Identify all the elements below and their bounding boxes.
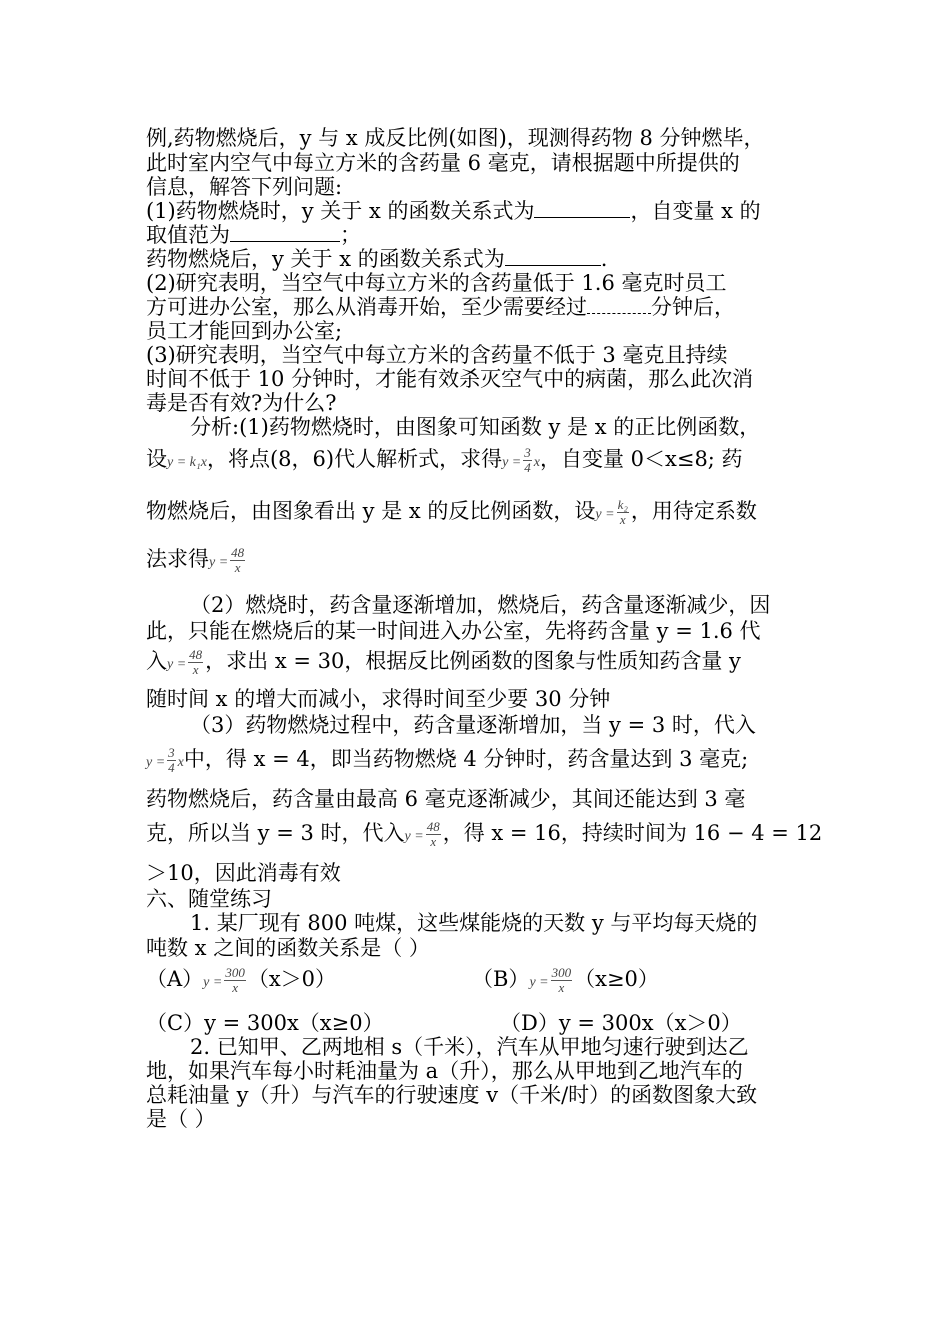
analysis-formula-line: [146, 446, 743, 476]
text-line: 员工才能回到办公室;: [146, 319, 343, 343]
denominator: x: [430, 834, 437, 849]
text-line: 地，如果汽车每小时耗油量为 a（升），那么从甲地到乙地汽车的: [146, 1059, 743, 1083]
text-line: 吨数 x 之间的函数关系是（ ）: [146, 936, 430, 960]
answer-blank: [534, 199, 630, 218]
option-condition: （x≥0）: [574, 967, 659, 991]
math-fraction: [523, 446, 532, 475]
text-segment: ，得 x = 16，持续时间为 16 − 4 = 12: [442, 821, 823, 845]
text-line: 随时间 x 的增大而减小，求得时间至少要 30 分钟: [146, 687, 611, 711]
option-condition: （x＞0）: [247, 967, 337, 991]
math-fraction: [230, 546, 245, 575]
text-line: 例,药物燃烧后，y 与 x 成反比例(如图)，现测得药物 8 分钟燃毕，: [146, 126, 765, 150]
numerator: 48: [231, 545, 245, 560]
text-line: 是（ ）: [146, 1107, 216, 1131]
numerator: 3: [524, 445, 531, 460]
analysis-formula-line: [146, 546, 247, 576]
numerator: 300: [551, 965, 572, 980]
text-segment: ，用待定系数: [630, 499, 757, 523]
math-fraction: [167, 746, 176, 775]
question-2-line: [146, 294, 735, 320]
exercise-2-line: 2. 已知甲、乙两地相 s（千米），汽车从甲地匀速行驶到达乙: [190, 1035, 749, 1059]
math-formula: y =: [595, 507, 615, 522]
math-fraction: [617, 498, 629, 527]
text-segment: 取值范为: [146, 223, 230, 247]
text-line: 此时室内空气中每立方米的含药量 6 毫克，请根据题中所提供的: [146, 151, 740, 175]
text-line: ＞10，因此消毒有效: [146, 861, 341, 885]
text-segment: 法求得: [146, 547, 209, 571]
question-1-after-line: [146, 246, 607, 272]
denominator: x: [234, 560, 241, 575]
answer-blank: [505, 247, 601, 266]
numerator: 48: [189, 647, 203, 662]
text-line: 药物燃烧后，药含量由最高 6 毫克逐渐减少，其间还能达到 3 毫: [146, 787, 746, 811]
text-segment: ，将点(8，6)代人解析式，求得: [206, 447, 503, 471]
denominator: x: [192, 662, 199, 677]
numerator: 3: [168, 745, 175, 760]
question-1-line: [146, 198, 761, 224]
option-label: （A）: [146, 967, 204, 991]
text-segment: ，自变量 0＜x≤8; 药: [539, 447, 743, 471]
text-segment: 中，得 x = 4，即当药物燃烧 4 分钟时，药含量达到 3 毫克;: [183, 747, 749, 771]
text-line: 时间不低于 10 分钟时，才能有效杀灭空气中的病菌，那么此次消: [146, 367, 754, 391]
math-formula: y =: [203, 975, 223, 990]
numerator: 48: [426, 819, 440, 834]
text-line: （3）药物燃烧过程中，药含量逐渐增加，当 y = 3 时，代入: [190, 713, 756, 737]
exercise-1-line: 1. 某厂现有 800 吨煤，这些煤能烧的天数 y 与平均每天烧的: [190, 911, 758, 935]
analysis-formula-line: [146, 648, 741, 678]
text-line: 此，只能在燃烧后的某一时间进入办公室，先将药含量 y = 1.6 代: [146, 619, 761, 643]
text-segment: 设: [146, 447, 167, 471]
option-a: [146, 966, 336, 996]
text-segment: 克，所以当 y = 3 时，代入: [146, 821, 405, 845]
math-formula: y =: [209, 555, 229, 570]
math-fraction: [551, 966, 573, 995]
option-label: （B）: [472, 967, 530, 991]
text-line: 总耗油量 y（升）与汽车的行驶速度 v（千米/时）的函数图象大致: [146, 1083, 758, 1107]
answer-blank: [587, 297, 651, 314]
math-variable: x: [177, 755, 184, 770]
section-heading: 六、随堂练习: [146, 887, 272, 911]
math-fraction: [224, 966, 246, 995]
text-line: （2）燃烧时，药含量逐渐增加，燃烧后，药含量逐渐减少，因: [190, 593, 771, 617]
text-segment: .: [600, 247, 608, 271]
text-segment: ；: [340, 223, 361, 247]
text-line: (2)研究表明，当空气中每立方米的含药量低于 1.6 毫克时员工: [146, 271, 727, 295]
math-fraction: [188, 648, 203, 677]
math-formula: y =: [167, 657, 187, 672]
analysis-formula-line: [146, 820, 822, 850]
question-1-range-line: [146, 222, 361, 248]
analysis-formula-line: [146, 498, 757, 528]
text-segment: 物燃烧后，由图象看出 y 是 x 的反比例函数，设: [146, 499, 596, 523]
text-segment: ，求出 x = 30，根据反比例函数的图象与性质知药含量 y: [205, 649, 741, 673]
analysis-line: 分析:(1)药物燃烧时，由图象可知函数 y 是 x 的正比例函数，: [190, 415, 761, 439]
analysis-formula-line: [146, 746, 748, 776]
numerator: k₂: [617, 497, 628, 512]
text-segment: (1)药物燃烧时，y 关于 x 的函数关系式为: [146, 199, 535, 223]
text-line: 毒是否有效?为什么?: [146, 391, 337, 415]
denominator: x: [232, 980, 238, 995]
math-formula: y =: [404, 829, 424, 844]
option-b: [472, 966, 659, 996]
option-d: （D）y = 300x（x＞0）: [500, 1011, 742, 1035]
math-formula: y = k₁x: [167, 455, 207, 470]
answer-blank: [230, 223, 340, 242]
text-line: 信息，解答下列问题:: [146, 175, 343, 199]
math-formula: y =: [502, 455, 522, 470]
numerator: 300: [225, 965, 245, 980]
text-segment: 方可进办公室，那么从消毒开始，至少需要经过: [146, 295, 587, 319]
math-formula: y =: [146, 755, 166, 770]
text-line: (3)研究表明，当空气中每立方米的含药量不低于 3 毫克且持续: [146, 343, 728, 367]
text-segment: 分钟后，: [651, 295, 735, 319]
math-variable: x: [533, 455, 540, 470]
text-segment: 入: [146, 649, 167, 673]
math-fraction: [426, 820, 441, 849]
text-segment: 药物燃烧后，y 关于 x 的函数关系式为: [146, 247, 505, 271]
denominator: 4: [524, 460, 531, 475]
text-segment: ，自变量 x 的: [630, 199, 761, 223]
denominator: 4: [168, 760, 175, 775]
option-c: （C）y = 300x（x≥0）: [146, 1011, 384, 1035]
math-formula: y =: [529, 975, 549, 990]
denominator: x: [619, 512, 626, 527]
denominator: x: [558, 980, 565, 995]
